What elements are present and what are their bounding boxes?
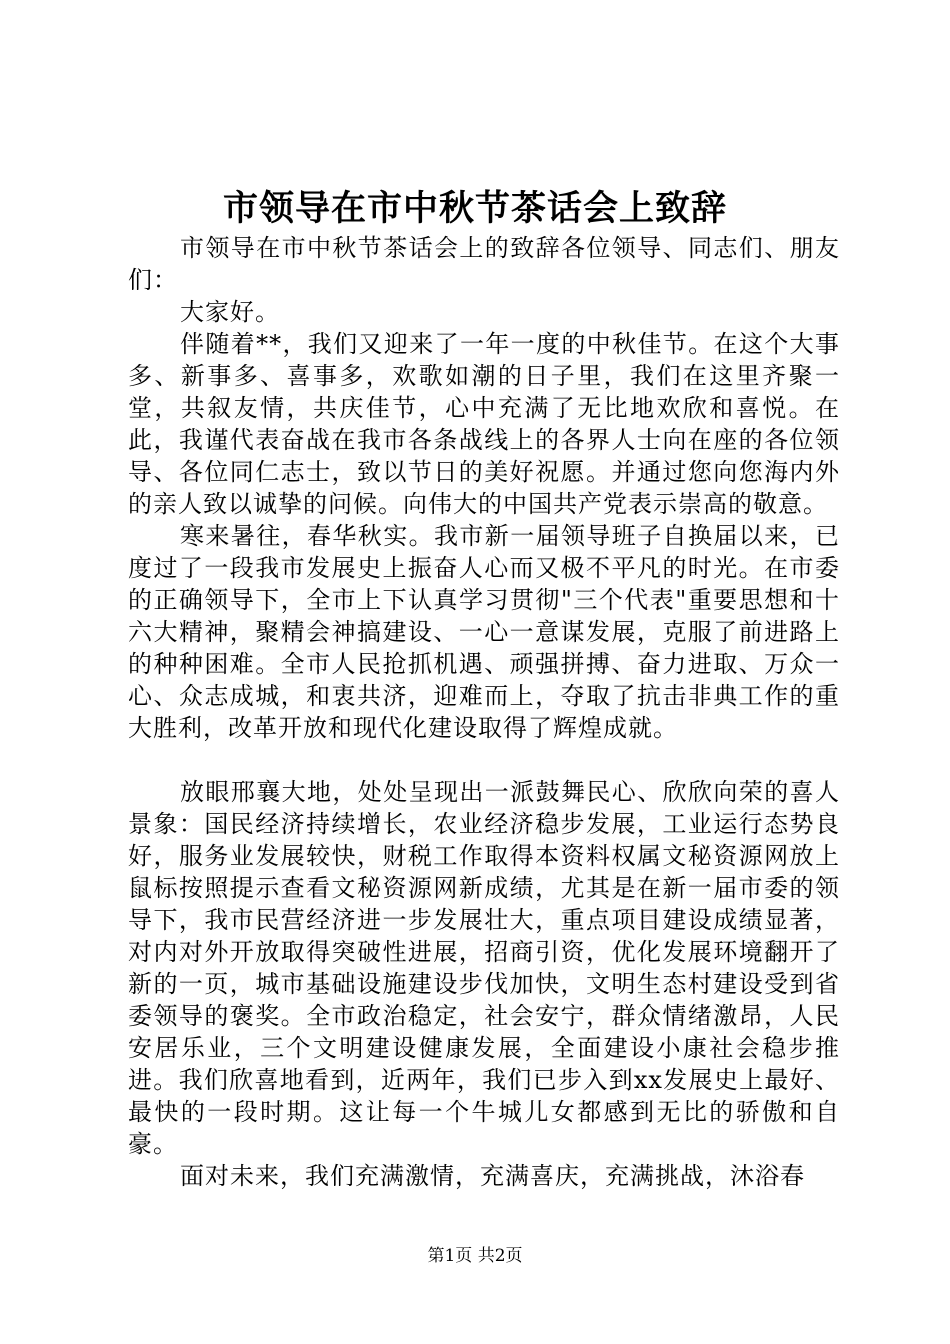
page-number-footer: 第1页 共2页	[427, 1246, 523, 1266]
document-title: 市领导在市中秋节茶话会上致辞	[222, 188, 727, 229]
paragraph-future: 面对未来，我们充满激情，充满喜庆，充满挑战，沐浴春	[180, 1162, 805, 1190]
paragraph-hello: 大家好。	[180, 298, 280, 326]
document-body	[128, 232, 840, 1192]
paragraph-achievements: 寒来暑往，春华秋实。我市新一届领导班子自换届以来，已度过了一段我市发展史上振奋人心而又极不平凡的时光。在市委的正确领导下，全市上下认真学习贯彻"三个代表"重要思想和十六大精神，聚精会神搞建设、一心一意谋发展，克服了前进路上的种种困难。全市人民抢抓机遇、顽强拼搏、奋力进取、万众一心、众志成城，和衷共济，迎难而上，夺取了抗击非典工作的重大胜利，改革开放和现代化建设取得了辉煌成就。	[128, 522, 840, 742]
paragraph-prosperity: 放眼邢襄大地，处处呈现出一派鼓舞民心、欣欣向荣的喜人景象：国民经济持续增长，农业经济稳步发展，工业运行态势良好，服务业发展较快，财税工作取得本资料权属文秘资源网放上鼠标按照提示查看文秘资源网新成绩，尤其是在新一届市委的领导下，我市民营经济进一步发展壮大，重点项目建设成绩显著，对内对外开放取得突破性进展，招商引资，优化发展环境翻开了新的一页，城市基础设施建设步伐加快，文明生态村建设受到省委领导的褒奖。全市政治稳定，社会安宁，群众情绪激昂，人民安居乐业，三个文明建设健康发展，全面建设小康社会稳步推进。我们欣喜地看到，近两年，我们已步入到xx发展史上最好、最快的一段时期。这让每一个牛城儿女都感到无比的骄傲和自豪。	[128, 778, 840, 1158]
paragraph-greeting: 市领导在市中秋节茶话会上的致辞各位领导、同志们、朋友们：	[128, 234, 840, 294]
paragraph-festival: 伴随着**，我们又迎来了一年一度的中秋佳节。在这个大事多、新事多、喜事多，欢歌如潮的日子里，我们在这里齐聚一堂，共叙友情，共庆佳节，心中充满了无比地欢欣和喜悦。在此，我谨代表奋战在我市各条战线上的各界人士向在座的各位领导、各位同仁志士，致以节日的美好祝愿。并通过您向您海内外的亲人致以诚挚的问候。向伟大的中国共产党表示崇高的敬意。	[128, 330, 840, 518]
